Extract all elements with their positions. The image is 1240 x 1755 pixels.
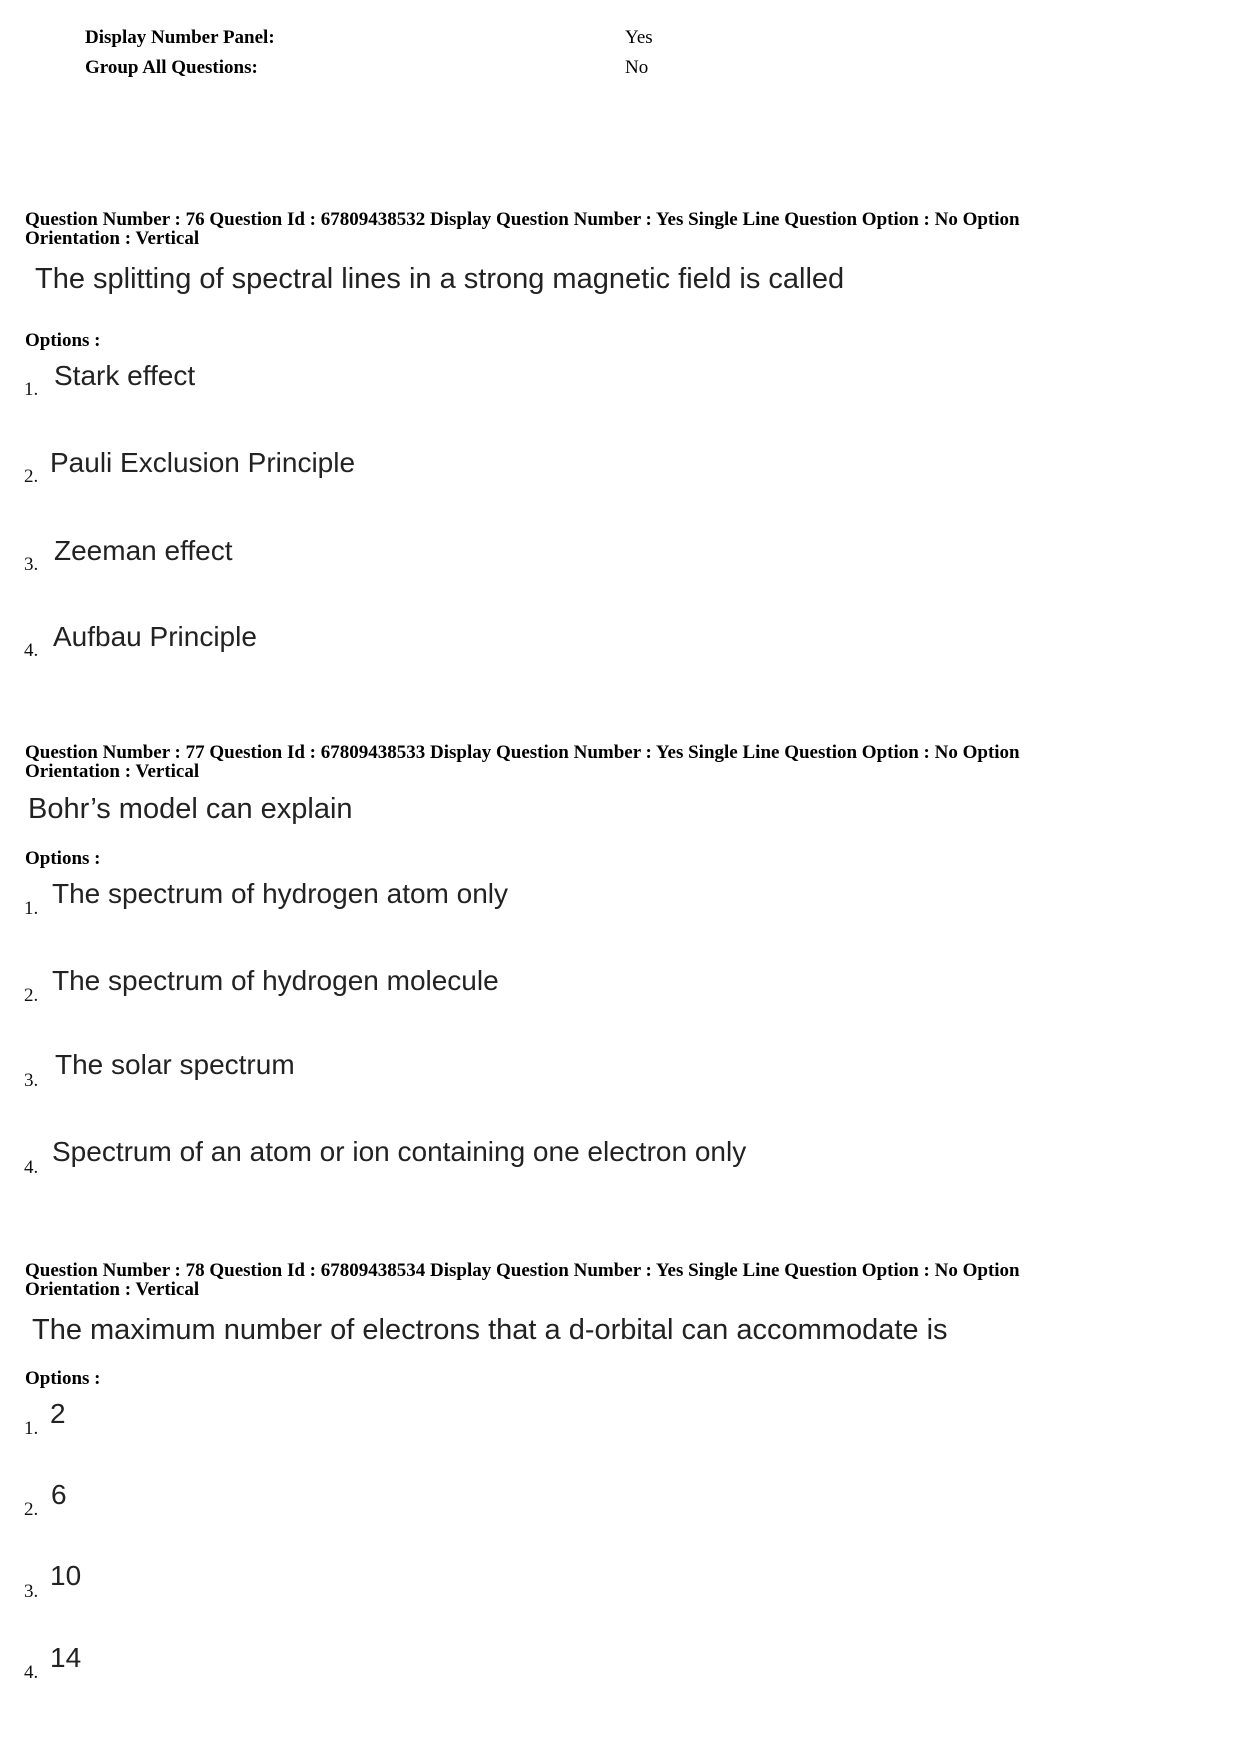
question-text: Bohr’s model can explain bbox=[28, 793, 353, 825]
option-number: 1. bbox=[24, 379, 39, 400]
option-text: 6 bbox=[51, 1479, 67, 1510]
question-header-line: Orientation : Vertical bbox=[25, 761, 200, 782]
option-item[interactable] bbox=[24, 621, 1024, 661]
option-item[interactable] bbox=[24, 1479, 1024, 1519]
option-item[interactable] bbox=[24, 1560, 1024, 1600]
option-text: 14 bbox=[50, 1642, 82, 1673]
option-text: Aufbau Principle bbox=[53, 621, 257, 652]
question-header-line: Orientation : Vertical bbox=[25, 1279, 200, 1300]
option-item[interactable] bbox=[24, 1049, 1024, 1089]
options-label: Options : bbox=[25, 848, 101, 869]
option-number: 2. bbox=[24, 466, 39, 487]
option-number: 4. bbox=[24, 640, 39, 661]
option-text: Pauli Exclusion Principle bbox=[50, 447, 356, 478]
options-label: Options : bbox=[25, 330, 101, 351]
option-number: 3. bbox=[24, 1070, 39, 1091]
options-label: Options : bbox=[25, 1368, 101, 1389]
option-number: 2. bbox=[24, 1499, 39, 1520]
question-text: The maximum number of electrons that a d-orbital can accommodate is bbox=[32, 1314, 948, 1346]
setting-label: Group All Questions: bbox=[85, 57, 258, 78]
option-number: 3. bbox=[24, 554, 39, 575]
option-item[interactable] bbox=[24, 878, 1024, 918]
question-header bbox=[25, 210, 1215, 248]
setting-group-all-questions bbox=[85, 57, 648, 79]
question-header-line: Question Number : 77 Question Id : 67809438533 Display Question Number : Yes Single Line Question Option : No Option bbox=[25, 742, 1020, 763]
setting-display-number-panel bbox=[85, 27, 653, 49]
question-header-line: Question Number : 76 Question Id : 67809438532 Display Question Number : Yes Single Line Question Option : No Option bbox=[25, 209, 1020, 230]
question-header-line: Question Number : 78 Question Id : 67809438534 Display Question Number : Yes Single Line Question Option : No Option bbox=[25, 1260, 1020, 1281]
option-number: 4. bbox=[24, 1662, 39, 1683]
setting-value: No bbox=[625, 57, 649, 78]
question-header bbox=[25, 1261, 1215, 1299]
question-header bbox=[25, 743, 1215, 781]
option-item[interactable] bbox=[24, 1398, 1024, 1438]
option-item[interactable] bbox=[24, 1642, 1024, 1682]
option-text: The spectrum of hydrogen molecule bbox=[52, 965, 499, 996]
option-number: 3. bbox=[24, 1581, 39, 1602]
question-text: The splitting of spectral lines in a strong magnetic field is called bbox=[35, 263, 845, 295]
setting-label: Display Number Panel: bbox=[85, 27, 275, 48]
question-header-line: Orientation : Vertical bbox=[25, 228, 200, 249]
option-item[interactable] bbox=[24, 360, 1024, 400]
option-item[interactable] bbox=[24, 535, 1024, 575]
option-number: 1. bbox=[24, 898, 39, 919]
option-number: 1. bbox=[24, 1418, 39, 1439]
option-text: Spectrum of an atom or ion containing one electron only bbox=[52, 1136, 747, 1167]
option-text: The solar spectrum bbox=[55, 1049, 295, 1080]
option-text: The spectrum of hydrogen atom only bbox=[52, 878, 509, 909]
option-text: 10 bbox=[50, 1560, 82, 1591]
option-number: 2. bbox=[24, 985, 39, 1006]
option-text: 2 bbox=[50, 1398, 66, 1429]
setting-value: Yes bbox=[625, 27, 653, 48]
option-text: Stark effect bbox=[54, 360, 196, 391]
option-item[interactable] bbox=[24, 965, 1024, 1005]
option-item[interactable] bbox=[24, 1136, 1024, 1176]
option-number: 4. bbox=[24, 1157, 39, 1178]
option-text: Zeeman effect bbox=[54, 535, 233, 566]
option-item[interactable] bbox=[24, 447, 1024, 487]
